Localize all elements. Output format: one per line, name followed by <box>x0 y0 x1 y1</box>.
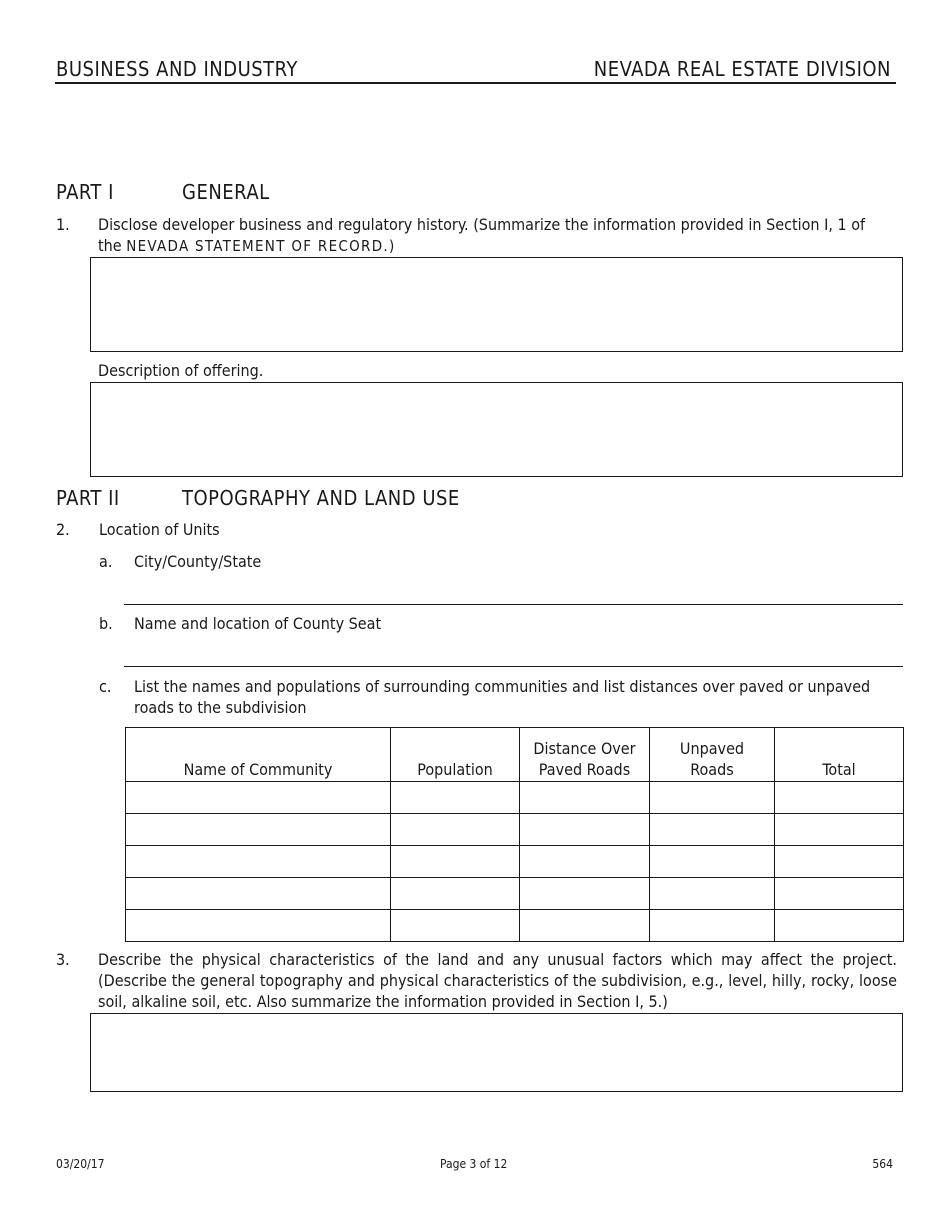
part1-label: PART I <box>56 180 114 204</box>
table-cell[interactable] <box>391 782 520 814</box>
q1-line1: Disclose developer business and regulatory history. (Summarize the information provided in Section I, 1 of <box>98 215 866 234</box>
table-cell[interactable] <box>126 910 391 942</box>
table-row <box>126 782 904 814</box>
q3-line2: (Describe the general topography and physical characteristics of the subdivision, e.g., level, hilly, rocky, loose <box>98 971 897 990</box>
table-cell[interactable] <box>391 814 520 846</box>
table-cell[interactable] <box>520 846 650 878</box>
c-line1: List the names and populations of surrounding communities and list distances over paved or unpaved <box>134 677 871 696</box>
part1-title: GENERAL <box>182 180 270 204</box>
col-header-paved: Distance Over Paved Roads <box>520 728 650 782</box>
table-cell[interactable] <box>391 878 520 910</box>
q3-number: 3. <box>56 950 70 969</box>
c-line2: roads to the subdivision <box>134 698 307 717</box>
communities-table <box>125 727 904 942</box>
a-text: City/County/State <box>134 552 262 571</box>
q1-line2-caps: NEVADA STATEMENT OF RECORD.) <box>126 237 396 255</box>
c-letter: c. <box>99 677 112 696</box>
table-cell[interactable] <box>126 814 391 846</box>
table-cell[interactable] <box>520 878 650 910</box>
table-cell[interactable] <box>775 846 904 878</box>
footer-page: Page 3 of 12 <box>440 1157 508 1171</box>
q3-line3: soil, alkaline soil, etc. Also summarize the information provided in Section I, 5.) <box>98 992 668 1011</box>
table-cell[interactable] <box>650 814 775 846</box>
table-cell[interactable] <box>650 782 775 814</box>
q1-line2-prefix: the <box>98 236 127 255</box>
table-cell[interactable] <box>520 782 650 814</box>
q2-number: 2. <box>56 520 70 539</box>
table-row <box>126 814 904 846</box>
offering-description-box[interactable] <box>90 382 903 477</box>
table-cell[interactable] <box>126 846 391 878</box>
table-cell[interactable] <box>775 910 904 942</box>
table-row <box>126 910 904 942</box>
q2-text: Location of Units <box>99 520 220 539</box>
footer-form-number: 564 <box>872 1157 893 1171</box>
q1-number: 1. <box>56 215 70 234</box>
table-cell[interactable] <box>391 910 520 942</box>
table-row <box>126 846 904 878</box>
b-letter: b. <box>99 614 113 633</box>
header-rule <box>55 82 896 84</box>
header-left: BUSINESS AND INDUSTRY <box>56 57 298 81</box>
b-text: Name and location of County Seat <box>134 614 382 633</box>
table-row <box>126 878 904 910</box>
table-cell[interactable] <box>126 782 391 814</box>
table-cell[interactable] <box>650 878 775 910</box>
physical-characteristics-box[interactable] <box>90 1013 903 1092</box>
table-cell[interactable] <box>650 910 775 942</box>
part2-label: PART II <box>56 486 120 510</box>
col-header-community: Name of Community <box>126 728 391 782</box>
col-header-total: Total <box>775 728 904 782</box>
table-cell[interactable] <box>520 814 650 846</box>
table-header-row <box>126 728 904 782</box>
offering-label: Description of offering. <box>98 361 264 380</box>
table-cell[interactable] <box>650 846 775 878</box>
a-letter: a. <box>99 552 113 571</box>
table-cell[interactable] <box>391 846 520 878</box>
table-cell[interactable] <box>126 878 391 910</box>
table-cell[interactable] <box>775 782 904 814</box>
city-county-state-line[interactable] <box>124 604 903 605</box>
col-header-population: Population <box>391 728 520 782</box>
table-cell[interactable] <box>775 878 904 910</box>
table-cell[interactable] <box>520 910 650 942</box>
q1-line2 <box>98 236 396 255</box>
developer-history-box[interactable] <box>90 257 903 352</box>
footer-date: 03/20/17 <box>56 1157 105 1171</box>
q3-line1: Describe the physical characteristics of the land and any unusual factors which may affect the project. <box>98 950 897 969</box>
part2-title: TOPOGRAPHY AND LAND USE <box>182 486 460 510</box>
header-right: NEVADA REAL ESTATE DIVISION <box>593 57 891 81</box>
county-seat-line[interactable] <box>124 666 903 667</box>
col-header-unpaved: Unpaved Roads <box>650 728 775 782</box>
table-cell[interactable] <box>775 814 904 846</box>
